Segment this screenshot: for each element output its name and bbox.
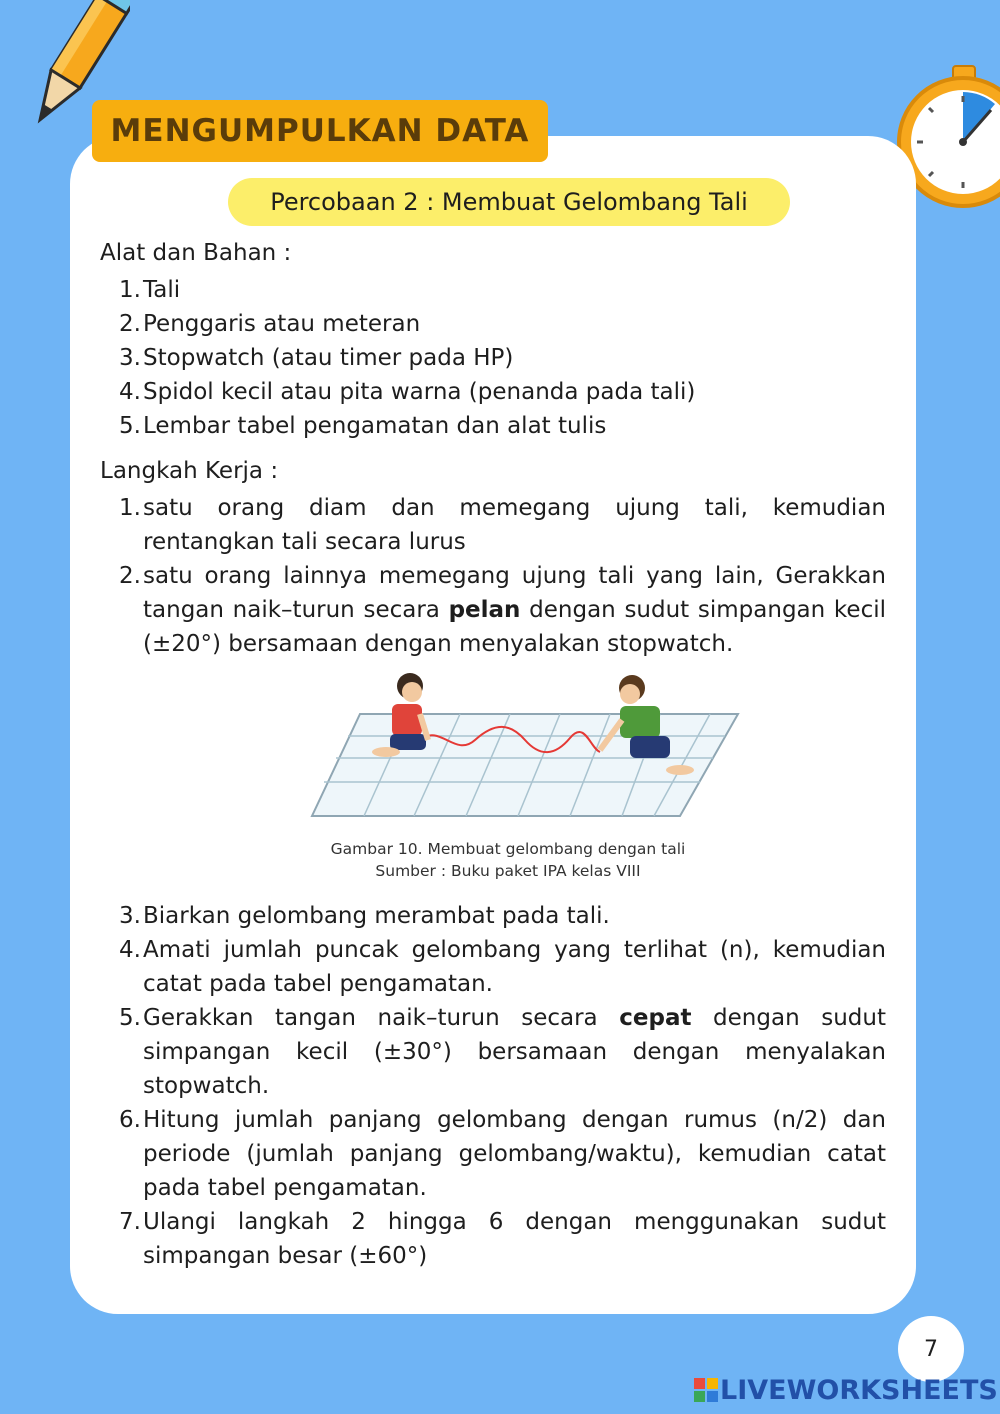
list-text: Lembar tabel pengamatan dan alat tulis [143, 413, 607, 439]
emphasis-text: cepat [619, 1005, 692, 1031]
list-item [100, 1001, 886, 1103]
list-item [100, 341, 886, 375]
list-text: Ulangi langkah 2 hingga 6 dengan menggunakan sudut simpangan besar (±60°) [143, 1209, 886, 1269]
list-item [100, 559, 886, 661]
list-item [100, 273, 886, 307]
list-text [143, 559, 886, 661]
steps-heading: Langkah Kerja : [100, 458, 279, 484]
list-number: 2. [119, 563, 141, 589]
list-number: 1. [119, 277, 141, 303]
rope-wave-illustration [300, 668, 750, 828]
list-text [143, 1001, 886, 1103]
list-item [100, 1205, 886, 1273]
list-text: Stopwatch (atau timer pada HP) [143, 345, 514, 371]
list-item [100, 933, 886, 1001]
list-text: satu orang diam dan memegang ujung tali, kemudian rentangkan tali secara lurus [143, 495, 886, 555]
experiment-title: Percobaan 2 : Membuat Gelombang Tali [228, 178, 790, 226]
list-number: 4. [119, 379, 141, 405]
steps-list-part1 [100, 491, 886, 661]
text-segment: dengan sudut simpangan kecil (±20°) bersamaan dengan menyalakan stopwatch. [143, 597, 887, 657]
list-item [100, 1103, 886, 1205]
brand-text: LIVEWORKSHEETS [720, 1374, 998, 1406]
list-text: Spidol kecil atau pita warna (penanda pada tali) [143, 379, 696, 405]
section-heading: MENGUMPULKAN DATA [92, 100, 548, 162]
list-item [100, 409, 886, 443]
list-number: 5. [119, 413, 141, 439]
liveworksheets-logo-icon [694, 1378, 718, 1402]
materials-heading: Alat dan Bahan : [100, 240, 292, 266]
list-number: 2. [119, 311, 141, 337]
figure-source: Sumber : Buku paket IPA kelas VIII [375, 862, 641, 880]
steps-list-part2 [100, 899, 886, 1273]
list-number: 3. [119, 903, 141, 929]
list-number: 4. [119, 937, 141, 963]
list-item [100, 375, 886, 409]
brand-logo[interactable] [694, 1372, 998, 1408]
list-text: Penggaris atau meteran [143, 311, 421, 337]
list-number: 6. [119, 1107, 141, 1133]
list-item [100, 899, 886, 933]
text-segment: dengan sudut simpangan kecil (±30°) bersamaan dengan menyalakan stopwatch. [143, 1005, 886, 1099]
list-number: 1. [119, 495, 141, 521]
page-number: 7 [898, 1316, 964, 1382]
list-text: Amati jumlah puncak gelombang yang terlihat (n), kemudian catat pada tabel pengamatan. [143, 937, 886, 997]
list-number: 5. [119, 1005, 141, 1031]
emphasis-text: pelan [448, 597, 521, 623]
text-segment: satu orang lainnya memegang ujung tali yang lain, Gerakkan tangan naik–turun secara [143, 563, 886, 623]
materials-list [100, 273, 886, 443]
list-text: Tali [143, 277, 181, 303]
list-text: Biarkan gelombang merambat pada tali. [143, 903, 610, 929]
list-item [100, 491, 886, 559]
list-text: Hitung jumlah panjang gelombang dengan rumus (n/2) dan periode (jumlah panjang gelombang/waktu), kemudian catat pada tabel pengamatan. [143, 1107, 886, 1201]
figure-caption: Gambar 10. Membuat gelombang dengan tali [330, 840, 686, 858]
list-number: 7. [119, 1209, 141, 1235]
list-number: 3. [119, 345, 141, 371]
text-segment: Gerakkan tangan naik–turun secara [143, 1005, 620, 1031]
list-item [100, 307, 886, 341]
